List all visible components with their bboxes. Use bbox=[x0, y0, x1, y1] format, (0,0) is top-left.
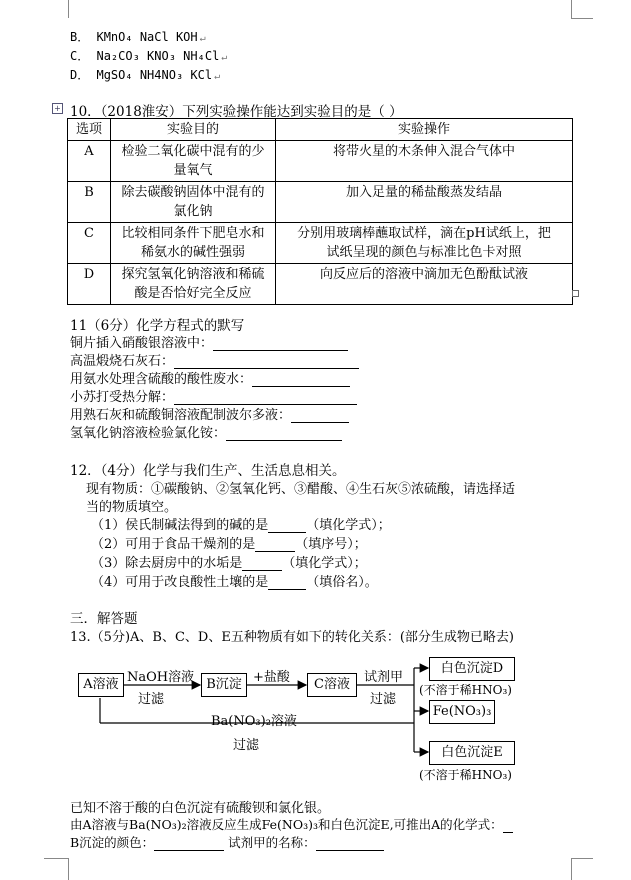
table-row bbox=[68, 264, 573, 305]
q10-title: 10．（2018淮安）下列实验操作能达到实验目的是（ ） bbox=[70, 104, 403, 120]
section-heading: 三．解答题 bbox=[70, 611, 138, 627]
label-e-note: (不溶于稀HNO₃) bbox=[419, 768, 512, 782]
option-b: B． KMnO₄ NaCl KOH ↵ bbox=[70, 30, 206, 44]
q12-item-2: （2）可用于食品干燥剂的是 （填序号）； bbox=[91, 537, 367, 552]
q11-item-5: 用熟石灰和硫酸铜溶液配制波尔多液： bbox=[70, 404, 349, 423]
crop-mark-top-right-h bbox=[571, 18, 593, 19]
node-b: B沉淀 bbox=[201, 673, 247, 697]
answer-blank[interactable] bbox=[268, 589, 306, 590]
header-option: 选项 bbox=[68, 119, 111, 141]
q10-table bbox=[67, 118, 573, 305]
q11-item-1: 铜片插入硝酸银溶液中： bbox=[70, 332, 348, 351]
q13-note-1: 已知不溶于酸的白色沉淀有硫酸钡和氯化银。 bbox=[70, 801, 331, 816]
label-filter1: 过滤 bbox=[138, 692, 165, 707]
table-row bbox=[68, 141, 573, 182]
label-ba: Ba(NO₃)₂溶液 bbox=[211, 714, 297, 729]
q11-item-6: 氢氧化钠溶液检验氯化铵： bbox=[70, 422, 342, 441]
crop-mark-bottom-left bbox=[68, 858, 69, 880]
node-fe: Fe(NO₃)₃ bbox=[429, 700, 495, 724]
option-c: C． Na₂CO₃ KNO₃ NH₄Cl ↵ bbox=[70, 49, 228, 63]
q11-item-2: 高温煅烧石灰石： bbox=[70, 350, 359, 369]
row-operation: 向反应后的溶液中滴加无色酚酞试液 bbox=[276, 264, 573, 305]
label-d-note: (不溶于稀HNO₃) bbox=[419, 683, 512, 697]
table-move-handle[interactable]: + bbox=[52, 103, 63, 114]
q13-note-2: 由A溶液与Ba(NO₃)₂溶液反应生成Fe(NO₃)₃和白色沉淀E,可推出A的化学式： bbox=[70, 815, 513, 833]
table-resize-handle[interactable] bbox=[572, 290, 579, 297]
q12-item-3: （3）除去厨房中的水垢是 （填化学式）； bbox=[91, 556, 367, 571]
header-goal: 实验目的 bbox=[111, 119, 276, 141]
table-row bbox=[68, 182, 573, 223]
row-option: A bbox=[68, 141, 111, 182]
answer-blank[interactable] bbox=[316, 850, 384, 851]
label-filter2: 过滤 bbox=[370, 692, 397, 707]
q11-item-4: 小苏打受热分解： bbox=[70, 386, 357, 405]
label-naoh: NaOH溶液 bbox=[127, 670, 195, 685]
q11-title: 11（6分）化学方程式的默写 bbox=[70, 318, 245, 334]
q13-note-3: B沉淀的颜色： 试剂甲的名称： bbox=[70, 833, 384, 851]
q13-title: 13.（5分)A、B、C、D、E五种物质有如下的转化关系：(部分生成物已略去) bbox=[70, 630, 514, 645]
q12-intro-line2: 当的物质填空。 bbox=[86, 500, 178, 515]
crop-mark-bottom-right bbox=[571, 858, 572, 880]
node-e: 白色沉淀E bbox=[429, 741, 515, 765]
row-option: D bbox=[68, 264, 111, 305]
label-reagent: 试剂甲 bbox=[364, 670, 404, 685]
q12-title: 12．（4分）化学与我们生产、生活息息相关。 bbox=[70, 463, 346, 479]
crop-mark-top-left bbox=[68, 0, 69, 18]
crop-mark-top-right bbox=[571, 0, 572, 18]
q11-item-3: 用氨水处理含硫酸的酸性废水： bbox=[70, 368, 350, 387]
answer-blank[interactable] bbox=[503, 832, 513, 833]
answer-blank[interactable] bbox=[154, 850, 224, 851]
row-goal: 探究氢氧化钠溶液和稀硫 酸是否恰好完全反应 bbox=[111, 264, 276, 305]
answer-blank[interactable] bbox=[226, 440, 342, 441]
row-goal: 比较相同条件下肥皂水和 稀氨水的碱性强弱 bbox=[111, 223, 276, 264]
row-option: B bbox=[68, 182, 111, 223]
q12-item-1: （1）侯氏制碱法得到的碱的是 （填化学式）； bbox=[91, 518, 391, 533]
label-filter3: 过滤 bbox=[233, 738, 260, 753]
q12-item-4: （4）可用于改良酸性土壤的是 （填俗名）。 bbox=[91, 575, 378, 590]
header-operation: 实验操作 bbox=[276, 119, 573, 141]
table-header-row bbox=[68, 119, 573, 141]
row-goal: 检验二氧化碳中混有的少 量氧气 bbox=[111, 141, 276, 182]
crop-mark-bottom-left-h bbox=[44, 858, 68, 859]
node-c: C溶液 bbox=[307, 673, 357, 697]
label-hcl: +盐酸 bbox=[253, 670, 290, 685]
crop-mark-bottom-right-h bbox=[571, 858, 593, 859]
option-d: D． MgSO₄ NH4NO₃ KCl ↵ bbox=[70, 68, 221, 82]
row-option: C bbox=[68, 223, 111, 264]
table-row bbox=[68, 223, 573, 264]
node-a: A溶液 bbox=[78, 673, 124, 697]
row-operation: 将带火星的木条伸入混合气体中 bbox=[276, 141, 573, 182]
q12-intro-line1: 现有物质：①碳酸钠、②氢氧化钙、③醋酸、④生石灰⑤浓硫酸，请选择适 bbox=[86, 482, 516, 497]
row-goal: 除去碳酸钠固体中混有的 氯化钠 bbox=[111, 182, 276, 223]
row-operation: 分别用玻璃棒蘸取试样，滴在pH试纸上，把 试纸呈现的颜色与标准比色卡对照 bbox=[276, 223, 573, 264]
row-operation: 加入足量的稀盐酸蒸发结晶 bbox=[276, 182, 573, 223]
node-d: 白色沉淀D bbox=[429, 657, 515, 681]
